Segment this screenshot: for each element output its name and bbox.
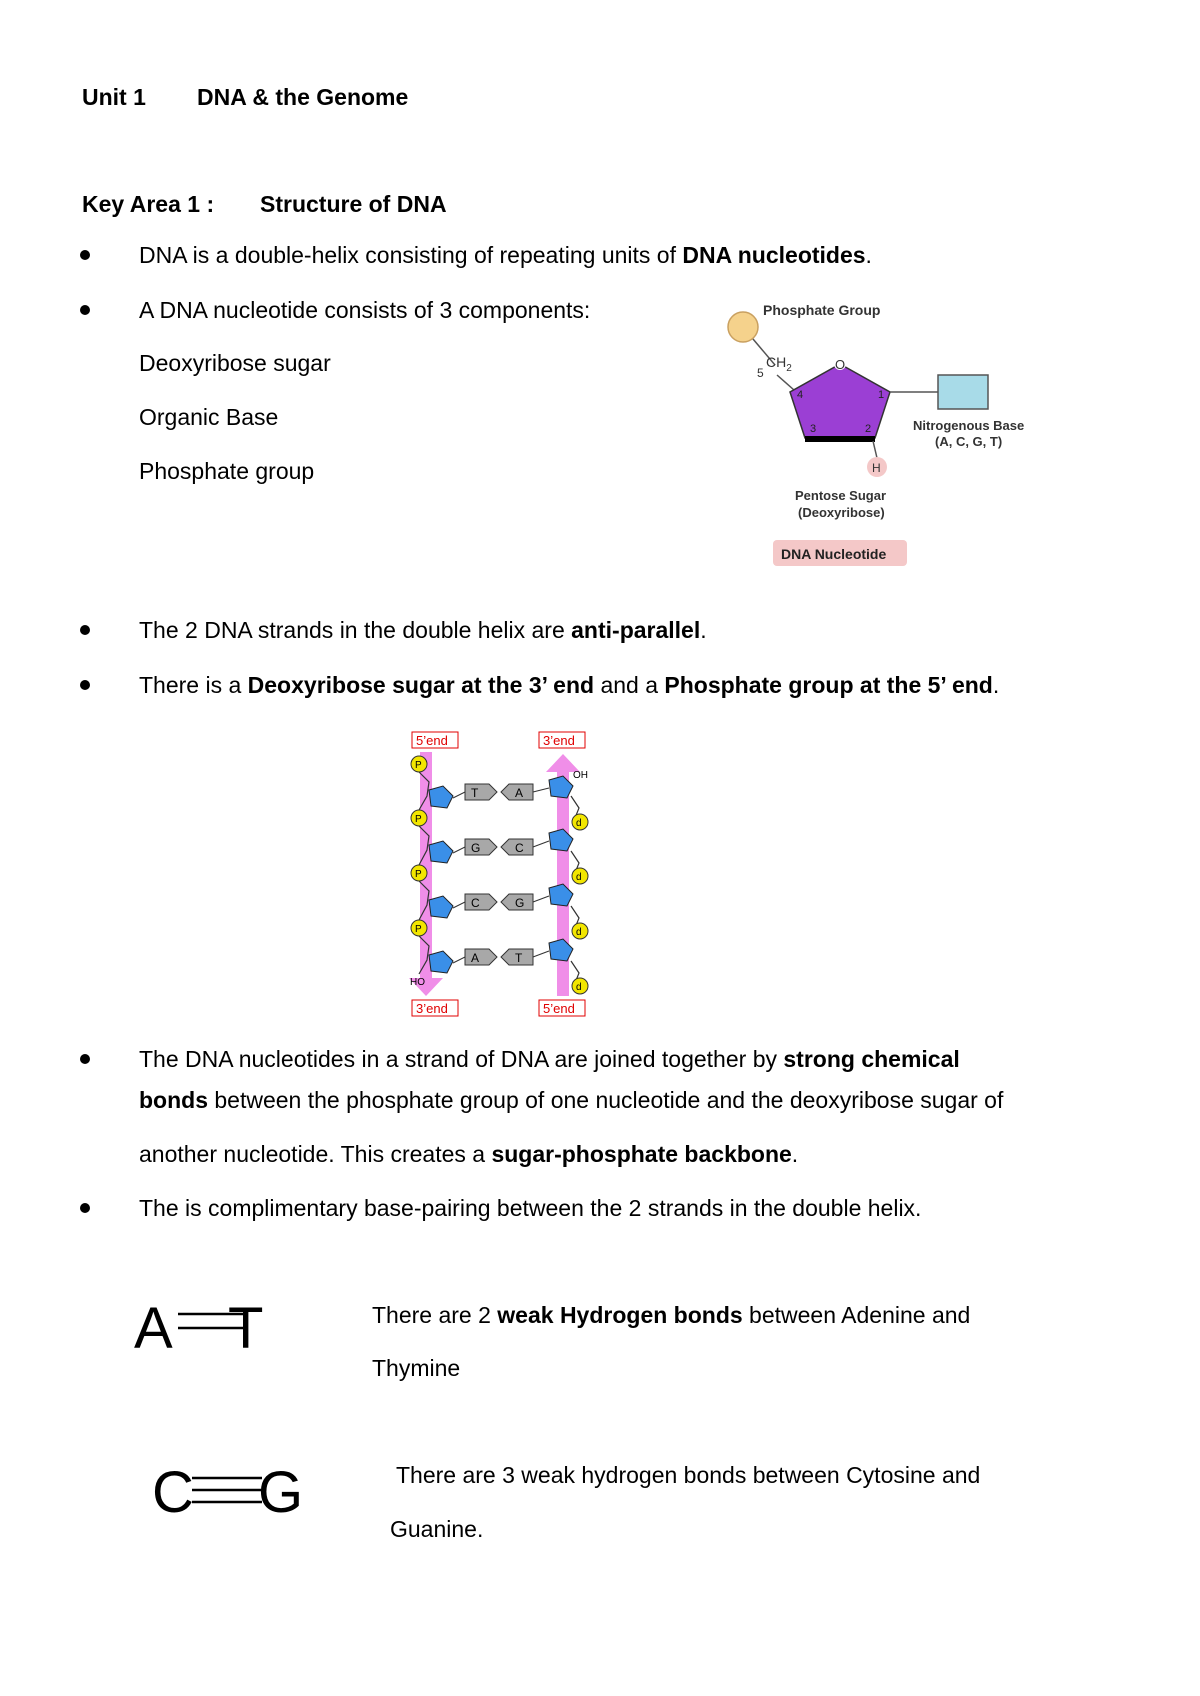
carbon-1-label: 1 bbox=[878, 389, 885, 401]
base-shape bbox=[465, 949, 497, 965]
phosphate-marker-label: P bbox=[415, 869, 422, 880]
left-top-end-label: 5’end bbox=[416, 733, 448, 748]
carbon-4-label: 4 bbox=[797, 389, 804, 401]
right-top-end-label: 3’end bbox=[543, 733, 575, 748]
base-link bbox=[453, 792, 465, 798]
phosphate-circle bbox=[728, 312, 758, 342]
base-letter: A bbox=[515, 786, 524, 800]
left-bottom-end-label: 3’end bbox=[416, 1001, 448, 1016]
bullet-1-bold: DNA nucleotides bbox=[682, 242, 866, 268]
base-pair-4 bbox=[453, 949, 549, 965]
bullet-3-end: . bbox=[700, 617, 707, 643]
bullet-6-text: The is complimentary base-pairing between the 2 strands in the double helix. bbox=[139, 1195, 922, 1221]
bullet-5-line-2 bbox=[139, 1087, 1003, 1114]
key-area-label: Key Area 1 : bbox=[82, 191, 215, 217]
bullet-5-mid: between the phosphate group of one nucleotide and the deoxyribose sugar of bbox=[208, 1087, 1004, 1113]
deoxyribose-label: (Deoxyribose) bbox=[798, 505, 885, 520]
base-link bbox=[533, 788, 549, 792]
base-shape bbox=[465, 894, 497, 910]
bullet-2-text: A DNA nucleotide consists of 3 components: bbox=[139, 297, 591, 323]
sugar-pentagon bbox=[429, 951, 453, 973]
bullet-3-text bbox=[139, 617, 707, 644]
at-pair-diagram bbox=[128, 1290, 288, 1360]
cg-description-line-1: There are 3 weak hydrogen bonds between Cytosine and bbox=[396, 1462, 981, 1488]
bullet-5-end: . bbox=[791, 1141, 799, 1167]
carbon-3-label: 3 bbox=[810, 423, 817, 435]
component-phosphate: Phosphate group bbox=[139, 458, 315, 484]
nucleotide-diagram bbox=[715, 295, 1055, 580]
base-letter: A bbox=[471, 951, 480, 965]
bullet-4-end: . bbox=[992, 672, 1000, 698]
at-description-line-1 bbox=[372, 1302, 970, 1329]
base-rectangle bbox=[938, 375, 988, 409]
sugar-pentagon bbox=[549, 829, 573, 851]
sugar-pentagon bbox=[429, 786, 453, 808]
base-pair-3 bbox=[453, 894, 549, 910]
bullet-dot bbox=[80, 680, 90, 690]
sugar-pentagon bbox=[549, 776, 573, 798]
base-link bbox=[453, 902, 465, 908]
oxygen-label: O bbox=[835, 357, 846, 372]
base-shape bbox=[465, 839, 497, 855]
guanine-letter: G bbox=[258, 1460, 304, 1525]
d-marker-label: d bbox=[576, 927, 582, 938]
adenine-letter: A bbox=[134, 1296, 173, 1360]
d-marker-label: d bbox=[576, 818, 582, 829]
bullet-4-mid: and a bbox=[594, 672, 665, 698]
bullet-3-plain: The 2 DNA strands in the double helix are bbox=[139, 617, 572, 643]
bullet-5-bold-2: sugar-phosphate backbone bbox=[491, 1141, 792, 1167]
d-marker-label: d bbox=[576, 982, 582, 993]
base-letters-label: (A, C, G, T) bbox=[935, 434, 1003, 449]
component-base: Organic Base bbox=[139, 404, 279, 430]
bullet-dot bbox=[80, 250, 90, 260]
bullet-1-end: . bbox=[865, 242, 872, 268]
at-description-line-2: Thymine bbox=[372, 1355, 461, 1381]
d-marker-label: d bbox=[576, 872, 582, 883]
bullet-4-plain: There is a bbox=[139, 672, 248, 698]
bullet-dot bbox=[80, 625, 90, 635]
bullet-4-bold-2: Phosphate group at the 5’ end bbox=[664, 672, 993, 698]
bullet-5-plain: The DNA nucleotides in a strand of DNA are joined together by bbox=[139, 1046, 784, 1072]
bullet-dot bbox=[80, 1203, 90, 1213]
base-letter: G bbox=[471, 841, 481, 855]
bullet-4-text bbox=[139, 672, 999, 699]
bullet-1-plain: DNA is a double-helix consisting of repeating units of bbox=[139, 242, 683, 268]
sugar-pentagon bbox=[429, 896, 453, 918]
ho-label: HO bbox=[410, 977, 425, 988]
base-shape bbox=[465, 784, 497, 800]
bullet-5-line-3 bbox=[139, 1141, 798, 1168]
ch2-link bbox=[777, 375, 794, 390]
at-plain: There are 2 bbox=[372, 1302, 498, 1328]
at-post: between Adenine and bbox=[742, 1302, 971, 1328]
bullet-dot bbox=[80, 1054, 90, 1064]
base-link bbox=[533, 951, 549, 957]
cytosine-letter: C bbox=[152, 1460, 194, 1525]
dna-nucleotide-caption: DNA Nucleotide bbox=[781, 546, 887, 562]
base-link bbox=[453, 957, 465, 963]
sugar-pentagon bbox=[549, 939, 573, 961]
carbon-5-label: 5 bbox=[757, 366, 764, 380]
bullet-5-line-3-plain: another nucleotide. This creates a bbox=[139, 1141, 492, 1167]
oh-label: OH bbox=[573, 770, 588, 781]
base-pair-2 bbox=[453, 839, 549, 855]
bullet-dot bbox=[80, 305, 90, 315]
phosphate-marker-label: P bbox=[415, 760, 422, 771]
antiparallel-strand-diagram bbox=[405, 730, 605, 1020]
phosphate-marker-label: P bbox=[415, 924, 422, 935]
sugar-pentagon bbox=[429, 841, 453, 863]
unit-label: Unit 1 bbox=[82, 84, 146, 110]
thymine-letter: T bbox=[228, 1296, 264, 1360]
base-letter: T bbox=[471, 786, 479, 800]
base-link bbox=[533, 896, 549, 902]
base-link bbox=[533, 841, 549, 847]
bullet-1-text bbox=[139, 242, 872, 269]
phosphate-group-label: Phosphate Group bbox=[763, 302, 881, 318]
key-area-title: Structure of DNA bbox=[260, 191, 447, 217]
bullet-4-bold-1: Deoxyribose sugar at the 3’ end bbox=[247, 672, 595, 698]
bullet-5-bold-1: strong chemical bbox=[783, 1046, 960, 1072]
bullet-3-bold: anti-parallel bbox=[571, 617, 701, 643]
right-bottom-end-label: 5’end bbox=[543, 1001, 575, 1016]
component-sugar: Deoxyribose sugar bbox=[139, 350, 331, 376]
bullet-5-bold-1b: bonds bbox=[139, 1087, 208, 1113]
deoxyribose-pentagon bbox=[790, 364, 890, 438]
phosphate-marker-label: P bbox=[415, 814, 422, 825]
pentose-sugar-label: Pentose Sugar bbox=[795, 488, 887, 503]
ch2-label: $CH_2$ bbox=[766, 354, 792, 374]
nitrogenous-base-label: Nitrogenous Base bbox=[913, 418, 1025, 433]
carbon-2-label: 2 bbox=[865, 423, 872, 435]
cg-description-line-2: Guanine. bbox=[390, 1516, 484, 1542]
base-letter: C bbox=[471, 896, 480, 910]
bullet-5-line-1 bbox=[139, 1046, 960, 1073]
base-pair-1 bbox=[453, 784, 549, 800]
base-link bbox=[453, 847, 465, 853]
at-bold: weak Hydrogen bonds bbox=[497, 1302, 743, 1328]
base-letter: C bbox=[515, 841, 524, 855]
sugar-pentagon bbox=[549, 884, 573, 906]
base-letter: G bbox=[515, 896, 525, 910]
cg-pair-diagram bbox=[150, 1450, 320, 1530]
base-letter: T bbox=[515, 951, 523, 965]
hydrogen-link bbox=[873, 441, 877, 458]
hydrogen-label: H bbox=[872, 461, 881, 475]
page-title: DNA & the Genome bbox=[197, 84, 409, 110]
